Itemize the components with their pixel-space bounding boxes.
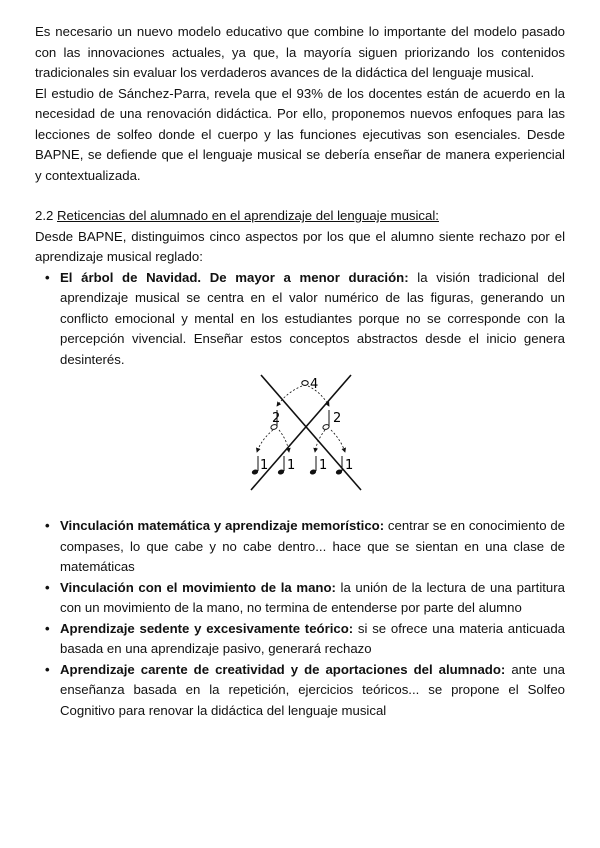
bullet-text: centrar se en conocimiento de compases, lo que cabe y no cabe dentro... hace que se sientan en una clase de matemáticas: [60, 518, 565, 574]
bullet-title: Vinculación con el movimiento de la mano:: [60, 579, 336, 595]
bullet-text: la visión tradicional del aprendizaje musical se centra en el valor numérico de las figuras, generando un conflicto emocional y mental en los estudiantes porque no se corresponde con la percepción vivencial. Enseñar estos conceptos abstractos desde el inicio genera desinterés.: [60, 269, 565, 367]
bullet-title: Aprendizaje sedente y excesivamente teórico:: [60, 620, 354, 636]
list-item: • Aprendizaje sedente y excesivamente teórico: si se ofrece una materia anticuada basada en una aprendizaje pasivo, generará rechazo: [45, 620, 565, 656]
christmas-tree-diagram: [239, 370, 369, 495]
half-note-label: 2: [333, 411, 342, 426]
quarter-note-label: 1: [260, 458, 269, 473]
arrow-icon: [315, 430, 325, 452]
bullet-title: El árbol de Navidad. De mayor a menor duración:: [60, 269, 409, 285]
section-number: 2.2: [35, 208, 54, 223]
half-note-icon: [322, 424, 330, 431]
whole-note-icon: [302, 381, 308, 386]
arrow-icon: [257, 430, 273, 452]
bullet-text: la unión de la lectura de una partitura con un movimiento de la mano, no termina de entenderse por parte del alumno: [60, 579, 565, 615]
paragraph-2: El estudio de Sánchez-Parra, revela que el 93% de los docentes están de acuerdo en la necesidad de una renovación didáctica. Por ello, proponemos nuevos enfoques para las lecciones de solfeo donde el cuerpo y las funciones ejecutivas son esenciales. Desde BAPNE, se defiende que el lenguaje musical se debería enseñar de manera experiencial y contextualizada.: [35, 85, 565, 183]
list-item: • Vinculación matemática y aprendizaje memorístico: centrar se en conocimiento de compases, lo que cabe y no cabe dentro... hace que se sientan en una clase de matemáticas: [45, 518, 565, 574]
section-title: Reticencias del alumnado en el aprendizaje del lenguaje musical:: [57, 208, 439, 223]
bullet-text: ante una enseñanza basada en la repetición, ejercicios teóricos... se propone el Solfeo Cognitivo para renovar la didáctica del lenguaje musical: [60, 661, 566, 718]
whole-note-label: 4: [310, 377, 319, 392]
paragraph-1: Es necesario un nuevo modelo educativo que combine lo importante del modelo pasado con las innovaciones actuales, ya que, la mayoría siguen priorizando los contenidos tradicionales sin evaluar los verdaderos avances de la didáctica del lenguaje musical.: [35, 24, 565, 80]
arrow-icon: [331, 430, 345, 452]
list-item: • El árbol de Navidad. De mayor a menor duración: la visión tradicional del aprendizaje musical se centra en el valor numérico de las figuras, generando un conflicto emocional y mental en los estudiantes porque no se corresponde con la percepción vivencial. Enseñar estos conceptos abstractos desde el inicio genera desinterés.: [45, 269, 565, 367]
bullet-title: Vinculación matemática y aprendizaje memorístico:: [60, 518, 385, 533]
quarter-note-label: 1: [345, 458, 354, 473]
section-intro: Desde BAPNE, distinguimos cinco aspectos por los que el alumno siente rechazo por el aprendizaje musical reglado:: [35, 228, 565, 264]
bullet-title: Aprendizaje carente de creatividad y de aportaciones del alumnado:: [60, 661, 506, 677]
quarter-note-label: 1: [319, 458, 328, 473]
section-heading: [35, 206, 565, 227]
arrow-icon: [277, 386, 302, 406]
list-item: • Vinculación con el movimiento de la mano: la unión de la lectura de una partitura con un movimiento de la mano, no termina de entenderse por parte del alumno: [45, 579, 565, 615]
bullet-text: si se ofrece una materia anticuada basada en una aprendizaje pasivo, generará rechazo: [60, 620, 565, 656]
list-item: • Aprendizaje carente de creatividad y de aportaciones del alumnado: ante una enseñanza basada en la repetición, ejercicios teóricos... se propone el Solfeo Cognitivo para renovar la didáctica del lenguaje musical: [45, 661, 566, 718]
quarter-note-label: 1: [287, 458, 296, 473]
half-note-label: 2: [272, 411, 281, 426]
